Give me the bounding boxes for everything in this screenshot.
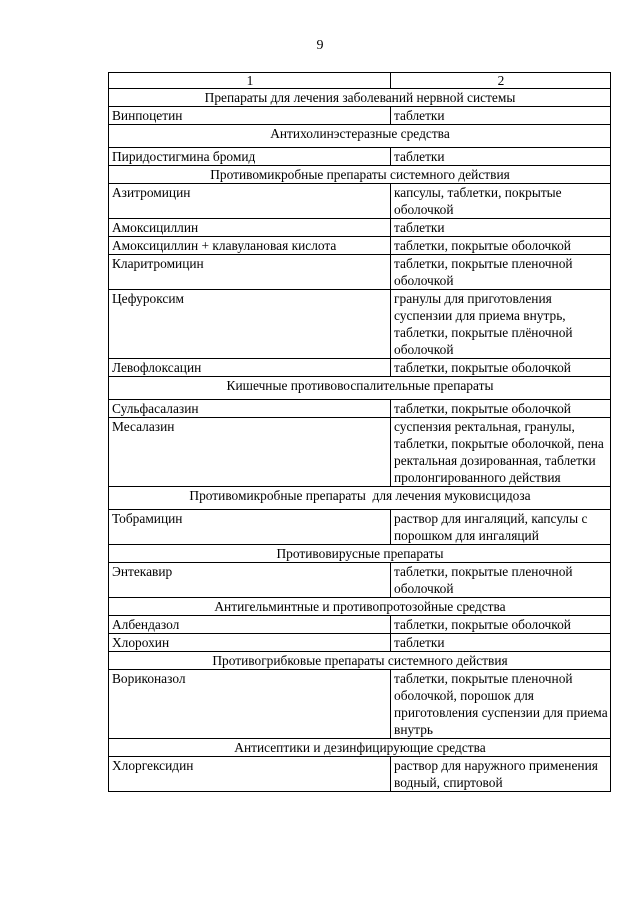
table-row — [109, 634, 611, 652]
section-heading: Антисептики и дезинфицирующие средства — [109, 739, 611, 757]
drug-name-cell: Тобрамицин — [109, 510, 391, 545]
table-row — [109, 148, 611, 166]
drug-name-cell: Энтекавир — [109, 563, 391, 598]
drug-name-cell: Винпоцетин — [109, 107, 391, 125]
table-row — [109, 670, 611, 739]
section-heading-row — [109, 125, 611, 148]
table-row — [109, 290, 611, 359]
dosage-form-cell: гранулы для приготовления суспензии для приема внутрь, таблетки, покрытые плёночной оболочкой — [391, 290, 611, 359]
table-row — [109, 757, 611, 792]
drug-name-cell: Левофлоксацин — [109, 359, 391, 377]
table-row — [109, 563, 611, 598]
dosage-form-cell: раствор для ингаляций, капсулы с порошком для ингаляций — [391, 510, 611, 545]
dosage-form-cell: таблетки, покрытые оболочкой — [391, 616, 611, 634]
section-heading-row — [109, 598, 611, 616]
section-heading: Кишечные противовоспалительные препараты — [109, 377, 611, 400]
drug-name-cell: Цефуроксим — [109, 290, 391, 359]
drug-name-cell: Хлоргексидин — [109, 757, 391, 792]
section-heading: Противомикробные препараты для лечения муковисцидоза — [109, 487, 611, 510]
drug-name-cell: Азитромицин — [109, 184, 391, 219]
table-row — [109, 237, 611, 255]
section-heading-row — [109, 739, 611, 757]
column-number-1: 1 — [109, 73, 391, 89]
section-heading-row — [109, 487, 611, 510]
dosage-form-cell: суспензия ректальная, гранулы, таблетки, покрытые оболочкой, пена ректальная дозированная, таблетки пролонгированного действия — [391, 418, 611, 487]
dosage-form-cell: капсулы, таблетки, покрытые оболочкой — [391, 184, 611, 219]
column-number-row — [109, 73, 611, 89]
dosage-form-cell: таблетки, покрытые пленочной оболочкой — [391, 563, 611, 598]
section-heading: Противомикробные препараты системного действия — [109, 166, 611, 184]
table-row — [109, 400, 611, 418]
section-heading: Противовирусные препараты — [109, 545, 611, 563]
drug-name-cell: Месалазин — [109, 418, 391, 487]
dosage-form-cell: таблетки — [391, 219, 611, 237]
table-row — [109, 359, 611, 377]
page-number: 9 — [316, 38, 324, 53]
table-row — [109, 510, 611, 545]
section-heading-row — [109, 545, 611, 563]
column-number-2: 2 — [391, 73, 611, 89]
drug-name-cell: Кларитромицин — [109, 255, 391, 290]
dosage-form-cell: таблетки, покрытые оболочкой — [391, 359, 611, 377]
drug-name-cell: Сульфасалазин — [109, 400, 391, 418]
table-row — [109, 184, 611, 219]
section-heading-row — [109, 166, 611, 184]
dosage-form-cell: таблетки — [391, 148, 611, 166]
table-row — [109, 255, 611, 290]
section-heading: Препараты для лечения заболеваний нервной системы — [109, 89, 611, 107]
section-heading-row — [109, 652, 611, 670]
table-row — [109, 219, 611, 237]
drug-name-cell: Амоксициллин + клавулановая кислота — [109, 237, 391, 255]
table-row — [109, 418, 611, 487]
drug-name-cell: Пиридостигмина бромид — [109, 148, 391, 166]
drug-name-cell: Хлорохин — [109, 634, 391, 652]
drug-name-cell: Албендазол — [109, 616, 391, 634]
drug-name-cell: Амоксициллин — [109, 219, 391, 237]
section-heading: Антихолинэстеразные средства — [109, 125, 611, 148]
section-heading: Противогрибковые препараты системного действия — [109, 652, 611, 670]
dosage-form-cell: раствор для наружного применения водный, спиртовой — [391, 757, 611, 792]
section-heading-row — [109, 89, 611, 107]
dosage-form-cell: таблетки, покрытые оболочкой — [391, 237, 611, 255]
table-row — [109, 616, 611, 634]
drug-name-cell: Вориконазол — [109, 670, 391, 739]
section-heading-row — [109, 377, 611, 400]
dosage-form-cell: таблетки, покрытые пленочной оболочкой, порошок для приготовления суспензии для приема внутрь — [391, 670, 611, 739]
dosage-form-cell: таблетки — [391, 634, 611, 652]
dosage-form-cell: таблетки — [391, 107, 611, 125]
table-row — [109, 107, 611, 125]
dosage-form-cell: таблетки, покрытые пленочной оболочкой — [391, 255, 611, 290]
section-heading: Антигельминтные и противопротозойные средства — [109, 598, 611, 616]
dosage-form-cell: таблетки, покрытые оболочкой — [391, 400, 611, 418]
drug-table — [108, 72, 611, 792]
